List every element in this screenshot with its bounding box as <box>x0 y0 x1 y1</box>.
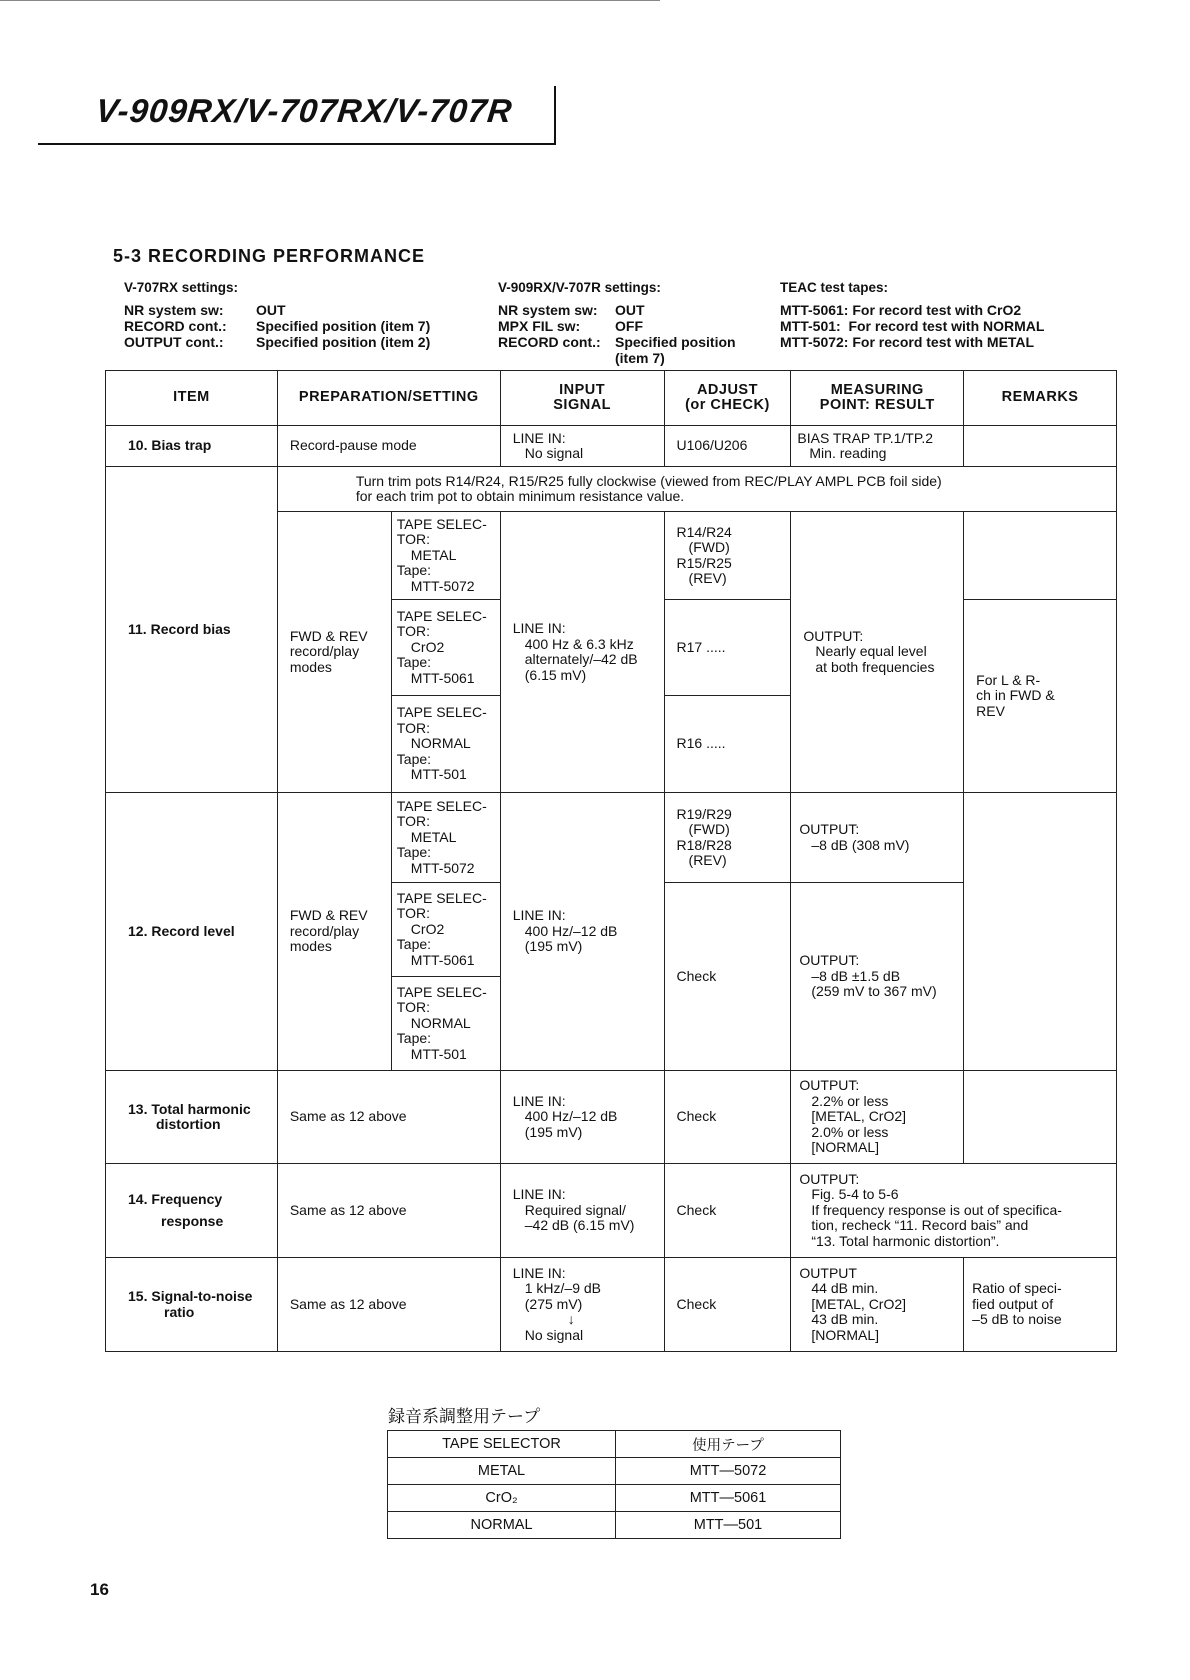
tape-cell: METAL <box>388 1458 616 1485</box>
measure-line: If frequency response is out of specifica- <box>811 1201 1062 1218</box>
remarks-cell <box>964 1071 1117 1164</box>
settings-row <box>498 334 736 350</box>
settings-row <box>498 318 736 334</box>
remarks-line: Ratio of speci- <box>972 1280 1062 1297</box>
sel-line: TOR: <box>396 813 430 830</box>
settings-row <box>124 302 430 318</box>
sel-line: TOR: <box>396 999 430 1016</box>
item-cell: 11. Record bias <box>106 467 278 793</box>
input-line: LINE IN: <box>512 907 566 924</box>
input-line: (195 mV) <box>524 1123 583 1140</box>
tape-selector-cell <box>391 793 500 883</box>
sel-line: TOR: <box>396 531 430 548</box>
prep-line: modes <box>289 938 332 955</box>
measure-line: Nearly equal level <box>815 643 927 660</box>
sel-line: Tape: <box>396 844 432 861</box>
settings-value: Specified position (item 2) <box>256 334 431 350</box>
measure-line: –8 dB ±1.5 dB <box>811 967 901 984</box>
item-line: ratio <box>164 1303 195 1320</box>
input-line: LINE IN: <box>512 1264 566 1281</box>
input-line: 1 kHz/–9 dB <box>524 1280 602 1297</box>
prep-line: FWD & REV <box>289 907 368 924</box>
header-adjust-line: ADJUST <box>696 381 758 398</box>
tape-selector-cell <box>391 696 500 793</box>
header-measure <box>791 371 964 426</box>
measure-line: [NORMAL] <box>811 1326 880 1343</box>
table-row <box>106 467 1117 512</box>
tape-table-title: 録音系調整用テープ <box>388 1407 541 1427</box>
sel-line: TAPE SELEC- <box>396 704 487 721</box>
tape-cell: CrO₂ <box>388 1485 616 1512</box>
settings-continuation: (item 7) <box>615 350 665 366</box>
input-line: LINE IN: <box>512 1092 566 1109</box>
prep-line: record/play <box>289 643 360 660</box>
settings-key: MPX FIL sw: <box>498 318 581 334</box>
input-cell <box>500 1071 664 1164</box>
measure-line: 2.0% or less <box>811 1123 889 1140</box>
adjust-line: (FWD) <box>688 539 730 555</box>
input-line: Required signal/ <box>524 1201 626 1218</box>
measure-cell <box>791 1164 1117 1258</box>
note-line: Turn trim pots R14/R24, R15/R25 fully clockwise (viewed from REC/PLAY AMPL PCB foil side) <box>355 472 942 489</box>
sel-line: MTT-5072 <box>410 577 475 594</box>
sel-line: TOR: <box>396 623 430 640</box>
sel-line: TOR: <box>396 719 430 736</box>
remarks-line: –5 dB to noise <box>972 1311 1062 1328</box>
prep-cell: Same as 12 above <box>277 1164 500 1258</box>
sel-line: TAPE SELEC- <box>396 983 487 1000</box>
adjust-cell: Check <box>664 1258 791 1352</box>
prep-cell: Same as 12 above <box>277 1258 500 1352</box>
remarks-line: fied output of <box>972 1295 1054 1312</box>
adjust-cell: R17 ..... <box>664 600 791 696</box>
adjust-line: R15/R25 <box>676 554 732 571</box>
measure-line: OUTPUT <box>799 1264 857 1281</box>
adjust-line: (REV) <box>688 570 727 586</box>
input-line: No signal <box>524 1326 584 1343</box>
measure-cell <box>791 512 964 793</box>
input-line: alternately/–42 dB <box>524 651 638 667</box>
measure-line: (259 mV to 367 mV) <box>811 983 937 1000</box>
measure-line: OUTPUT: <box>799 1077 860 1094</box>
tape-cell: MTT—501 <box>616 1512 841 1539</box>
item-cell: 10. Bias trap <box>106 426 278 467</box>
remarks-cell <box>964 600 1117 793</box>
table-row <box>106 1258 1117 1352</box>
remarks-line: REV <box>976 702 1005 719</box>
adjust-cell: R16 ..... <box>664 696 791 793</box>
settings-row <box>498 302 736 318</box>
input-line: (6.15 mV) <box>524 666 587 683</box>
prep-line: record/play <box>289 922 360 939</box>
input-cell <box>500 512 664 793</box>
measure-line: at both frequencies <box>815 658 935 675</box>
header-item: ITEM <box>106 371 278 426</box>
prep-line: FWD & REV <box>289 627 368 644</box>
input-line: LINE IN: <box>512 620 566 636</box>
settings-key: NR system sw: <box>124 302 224 318</box>
teac-row: MTT-5061: For record test with CrO2 <box>780 302 1022 318</box>
settings-value: OUT <box>256 302 286 318</box>
teac-tapes <box>780 280 1044 350</box>
table-row <box>106 793 1117 883</box>
tape-cell: MTT—5061 <box>616 1485 841 1512</box>
header-remarks: REMARKS <box>964 371 1117 426</box>
adjust-cell: Check <box>664 1164 791 1258</box>
sel-line: MTT-5061 <box>410 951 475 968</box>
measure-line: [METAL, CrO2] <box>811 1108 907 1125</box>
settings-key: NR system sw: <box>498 302 598 318</box>
measure-line: Fig. 5-4 to 5-6 <box>811 1186 899 1203</box>
sel-line: CrO2 <box>410 920 445 937</box>
measure-line: OUTPUT: <box>799 1170 860 1187</box>
adjust-line: (FWD) <box>688 821 730 837</box>
input-line: LINE IN: <box>512 429 566 446</box>
sel-line: Tape: <box>396 750 432 767</box>
adjust-cell: U106/U206 <box>664 426 791 467</box>
measure-line: [METAL, CrO2] <box>811 1295 907 1312</box>
adjust-line: R19/R29 <box>676 805 732 822</box>
prep-line: modes <box>289 658 332 675</box>
table-row <box>106 426 1117 467</box>
settings-value: Specified position (item 7) <box>256 318 431 334</box>
tape-cell: NORMAL <box>388 1512 616 1539</box>
header-measure-line: MEASURING <box>830 381 924 398</box>
measure-cell <box>791 426 964 467</box>
measure-line: BIAS TRAP TP.1/TP.2 <box>797 429 934 446</box>
section-title: 5-3 RECORDING PERFORMANCE <box>113 246 426 266</box>
tape-selector-cell <box>391 977 500 1071</box>
sel-line: Tape: <box>396 936 432 953</box>
sel-line: MTT-501 <box>410 766 467 783</box>
adjust-cell <box>664 793 791 883</box>
item-line: 14. Frequency <box>128 1191 223 1207</box>
input-cell <box>500 1258 664 1352</box>
input-line: 400 Hz/–12 dB <box>524 1108 618 1125</box>
measure-line: Min. reading <box>809 445 887 461</box>
item-line: response <box>161 1212 224 1229</box>
tape-header-cell: TAPE SELECTOR <box>388 1431 616 1458</box>
sel-line: METAL <box>410 546 457 563</box>
measure-line: 44 dB min. <box>811 1280 879 1297</box>
table-row <box>388 1431 841 1458</box>
input-cell <box>500 1164 664 1258</box>
input-line: 400 Hz & 6.3 kHz <box>524 635 634 652</box>
measure-line: tion, recheck “11. Record bais” and <box>811 1217 1029 1234</box>
header-input <box>500 371 664 426</box>
note-cell <box>277 467 1116 512</box>
header-measure-line: POINT: RESULT <box>819 397 935 413</box>
sel-line: NORMAL <box>410 735 471 752</box>
table-row <box>106 1071 1117 1164</box>
note-line: for each trim pot to obtain minimum resistance value. <box>355 488 685 504</box>
header-input-line: INPUT <box>559 381 606 398</box>
input-line: 400 Hz/–12 dB <box>524 922 618 939</box>
input-line: LINE IN: <box>512 1186 566 1203</box>
tape-selector-cell <box>391 883 500 977</box>
recording-performance-table <box>105 370 1117 1352</box>
input-line: No signal <box>524 445 584 461</box>
adjust-line: R18/R28 <box>676 836 732 853</box>
settings-key: OUTPUT cont.: <box>124 334 224 350</box>
sel-line: TOR: <box>396 905 430 922</box>
sel-line: METAL <box>410 828 457 845</box>
tape-selector-cell <box>391 512 500 600</box>
prep-cell: Same as 12 above <box>277 1071 500 1164</box>
prep-cell <box>277 512 391 793</box>
title-underline <box>38 143 556 145</box>
measure-line: OUTPUT: <box>803 627 864 644</box>
settings-909rx <box>498 280 736 366</box>
tape-selector-cell <box>391 600 500 696</box>
header-row <box>106 371 1117 426</box>
input-line: (275 mV) <box>524 1295 583 1312</box>
adjust-cell: Check <box>664 883 791 1071</box>
settings-row <box>124 334 430 350</box>
prep-cell <box>277 793 391 1071</box>
header-input-line: SIGNAL <box>553 397 612 413</box>
header-adjust-line: (or CHECK) <box>685 397 770 413</box>
table-row <box>388 1485 841 1512</box>
item-cell: 12. Record level <box>106 793 278 1071</box>
teac-row: MTT-5072: For record test with METAL <box>780 334 1035 350</box>
remarks-line: For L & R- <box>976 671 1041 688</box>
down-arrow-icon: ↓ <box>567 1311 575 1328</box>
settings-value: OUT <box>615 302 645 318</box>
sel-line: MTT-5061 <box>410 669 475 686</box>
settings-value: OFF <box>615 318 643 334</box>
settings-707rx <box>124 280 430 350</box>
measure-line: OUTPUT: <box>799 821 860 837</box>
settings-row <box>498 350 736 366</box>
sel-line: Tape: <box>396 562 432 579</box>
item-cell <box>106 1164 278 1258</box>
sel-line: MTT-501 <box>410 1045 467 1062</box>
measure-line: “13. Total harmonic distortion”. <box>811 1232 1000 1249</box>
measure-cell <box>791 883 964 1071</box>
measure-cell <box>791 1258 964 1352</box>
adjust-line: (REV) <box>688 852 727 868</box>
settings-row <box>124 318 430 334</box>
adjust-cell: Check <box>664 1071 791 1164</box>
tape-selector-table <box>387 1430 841 1539</box>
remarks-cell <box>964 512 1117 600</box>
teac-heading: TEAC test tapes: <box>780 280 889 295</box>
tape-cell: MTT—5072 <box>616 1458 841 1485</box>
sel-line: MTT-5072 <box>410 859 475 876</box>
sel-line: TAPE SELEC- <box>396 607 487 624</box>
item-line: distortion <box>156 1116 221 1132</box>
measure-line: OUTPUT: <box>799 952 860 969</box>
sel-line: Tape: <box>396 654 432 671</box>
measure-line: –8 dB (308 mV) <box>811 836 910 853</box>
page-number: 16 <box>90 1580 109 1599</box>
remarks-line: ch in FWD & <box>976 687 1055 704</box>
adjust-cell <box>664 512 791 600</box>
item-cell <box>106 1258 278 1352</box>
sel-line: TAPE SELEC- <box>396 515 487 532</box>
settings-key: RECORD cont.: <box>124 318 227 334</box>
header-prep: PREPARATION/SETTING <box>277 371 500 426</box>
top-rule <box>0 0 660 1</box>
settings-909rx-heading: V-909RX/V-707R settings: <box>498 280 661 295</box>
remarks-cell <box>964 426 1117 467</box>
sel-line: CrO2 <box>410 638 445 655</box>
measure-line: [NORMAL] <box>811 1139 880 1156</box>
item-line: 13. Total harmonic <box>128 1100 251 1117</box>
table-row <box>388 1458 841 1485</box>
input-cell <box>500 426 664 467</box>
measure-line: 43 dB min. <box>811 1311 879 1328</box>
prep-cell: Record-pause mode <box>277 426 500 467</box>
sel-line: TAPE SELEC- <box>396 889 487 906</box>
title-divider <box>554 86 556 145</box>
item-cell <box>106 1071 278 1164</box>
model-title: V-909RX/V-707RX/V-707R <box>94 92 515 129</box>
teac-row: MTT-501: For record test with NORMAL <box>780 318 1045 334</box>
settings-key: RECORD cont.: <box>498 334 601 350</box>
input-line: (195 mV) <box>524 938 583 955</box>
settings-707rx-heading: V-707RX settings: <box>124 280 239 295</box>
table-row <box>388 1512 841 1539</box>
input-cell <box>500 793 664 1071</box>
tape-header-cell: 使用テープ <box>616 1431 841 1458</box>
table-row <box>106 1164 1117 1258</box>
sel-line: NORMAL <box>410 1014 471 1031</box>
adjust-line: R14/R24 <box>676 523 732 540</box>
measure-line: 2.2% or less <box>811 1092 889 1109</box>
input-line: –42 dB (6.15 mV) <box>524 1217 635 1234</box>
measure-cell <box>791 793 964 883</box>
header-adjust <box>664 371 791 426</box>
measure-cell <box>791 1071 964 1164</box>
sel-line: Tape: <box>396 1030 432 1047</box>
remarks-cell <box>964 1258 1117 1352</box>
item-line: 15. Signal-to-noise <box>128 1288 253 1304</box>
sel-line: TAPE SELEC- <box>396 797 487 814</box>
settings-value: Specified position <box>615 334 736 350</box>
remarks-cell <box>964 793 1117 1071</box>
